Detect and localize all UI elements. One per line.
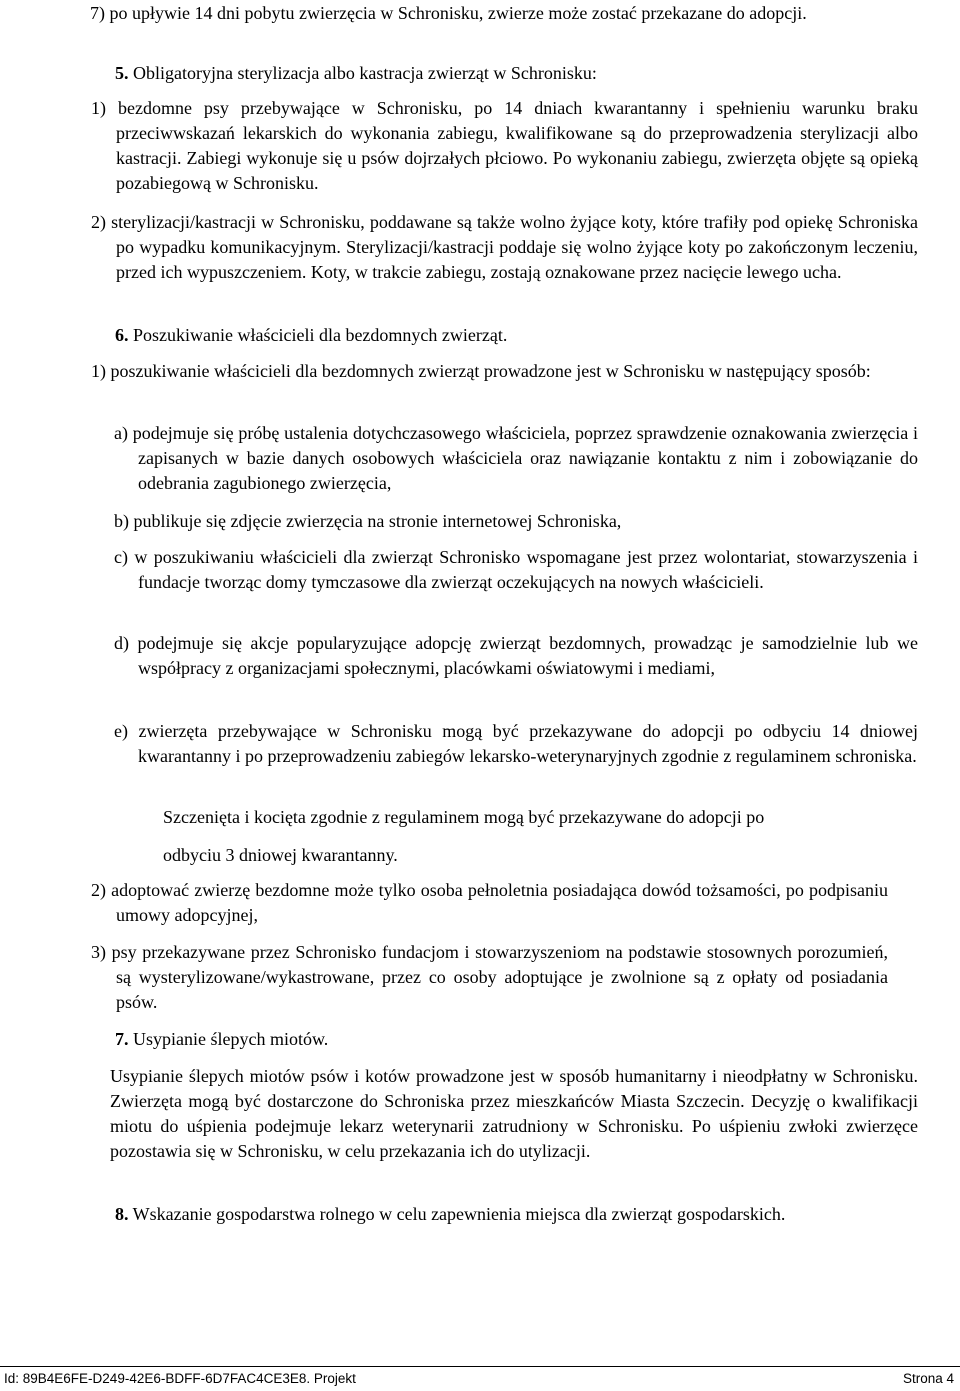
section-7-body: Usypianie ślepych miotów psów i kotów prowadzone jest w sposób humanitarny i nieodpłatny w Schronisku. Zwierzęta mogą być dostarczone do Schroniska przez mieszkańców Miasta Szczecin. Decyzję o kwalifikacji miotu do uśpienia podejmuje lekarz weterynarii zatrudniony w Schronisku. Po uśpieniu zwłoki zwierzęce pozostawia się w Schronisku, w celu przekazania ich do utylizacji. [110,1066,918,1161]
section-6-number: 6. [115,325,129,345]
paragraph-adoption-after-14-days: 7) po upływie 14 dni pobytu zwierzęcia w Schronisku, zwierze może zostać przekazane do adopcji. [90,3,807,23]
section-5-heading [115,61,918,86]
section-7-number: 7. [115,1029,129,1049]
section-6-title: Poszukiwanie właścicieli dla bezdomnych zwierząt. [128,325,508,345]
page-footer [0,1366,960,1391]
section-8-heading [85,1202,918,1227]
document-id: Id: 89B4E6FE-D249-42E6-BDFF-6D7FAC4CE3E8. Projekt [4,1371,356,1386]
section-7-title: Usypianie ślepych miotów. [128,1029,329,1049]
section-5-item-2: 2) sterylizacji/kastracji w Schronisku, poddawane są także wolno żyjące koty, które trafiły pod opiekę Schroniska po wypadku komunikacyjnym. Sterylizacji/kastracji poddaje się wolno żyjące koty po zakończonym leczeniu, przed ich wypuszczeniem. Koty, w trakcie zabiegu, zostają oznakowane przez nacięcie lewego ucha. [91,212,918,282]
section-6-item-1e: e) zwierzęta przebywające w Schronisku mogą być przekazywane do adopcji po odbyciu 14 dniowej kwarantanny i po przeprowadzeniu zabiegów lekarsko-weterynaryjnych zgodnie z regulaminem schroniska. [114,721,918,766]
section-5-number: 5. [115,63,129,83]
section-6-item-1: 1) poszukiwanie właścicieli dla bezdomnych zwierząt prowadzone jest w Schronisku w następujący sposób: [91,361,871,381]
section-8-title: Wskazanie gospodarstwa rolnego w celu zapewnienia miejsca dla zwierząt gospodarskich. [128,1204,786,1224]
section-6-note-line-1: Szczenięta i kocięta zgodnie z regulaminem mogą być przekazywane do adopcji po [163,807,765,827]
section-5-title: Obligatoryjna sterylizacja albo kastracja zwierząt w Schronisku: [128,63,597,83]
page-number: Strona 4 [902,1371,954,1386]
section-6-item-1b: b) publikuje się zdjęcie zwierzęcia na stronie internetowej Schroniska, [114,511,622,531]
section-6-item-1d: d) podejmuje się akcje popularyzujące adopcję zwierząt bezdomnych, prowadząc je samodzielnie lub we współpracy z organizacjami społecznymi, placówkami oświatowymi i mediami, [114,633,918,678]
section-6-item-1c: c) w poszukiwaniu właścicieli dla zwierząt Schronisko wspomagane jest przez wolontariat, stowarzyszenia i fundacje tworząc domy tymczasowe dla zwierząt oczekujących na nowych właścicieli. [114,547,918,592]
section-5-item-1: 1) bezdomne psy przebywające w Schronisku, po 14 dniach kwarantanny i spełnieniu warunku braku przeciwwskazań lekarskich do wykonania zabiegu, kwalifikowane są do przeprowadzenia sterylizacji albo kastracji. Zabiegi wykonuje się u psów dojrzałych płciowo. Po wykonaniu zabiegu, zwierzęta objęte są opieką pozabiegową w Schronisku. [91,98,918,193]
section-6-note-line-2: odbyciu 3 dniowej kwarantanny. [163,845,398,865]
section-6-item-1a: a) podejmuje się próbę ustalenia dotychczasowego właściciela, poprzez sprawdzenie oznakowania zwierzęcia i zapisanych w bazie danych osobowych właściciela oraz nawiązanie kontaktu z nim i zobowiązanie do odebrania zagubionego zwierzęcia, [114,423,918,493]
section-8-number: 8. [115,1204,129,1224]
section-6-item-2: 2) adoptować zwierzę bezdomne może tylko osoba pełnoletnia posiadająca dowód tożsamości, po podpisaniu umowy adopcyjnej, [91,880,888,925]
section-6-heading [115,323,918,348]
section-6-item-3: 3) psy przekazywane przez Schronisko fundacjom i stowarzyszeniom na podstawie stosownych porozumień, są wysterylizowane/wykastrowane, przez co osoby adoptujące je zwolnione są z opłaty od posiadania psów. [91,942,888,1012]
section-7-heading [115,1027,918,1052]
